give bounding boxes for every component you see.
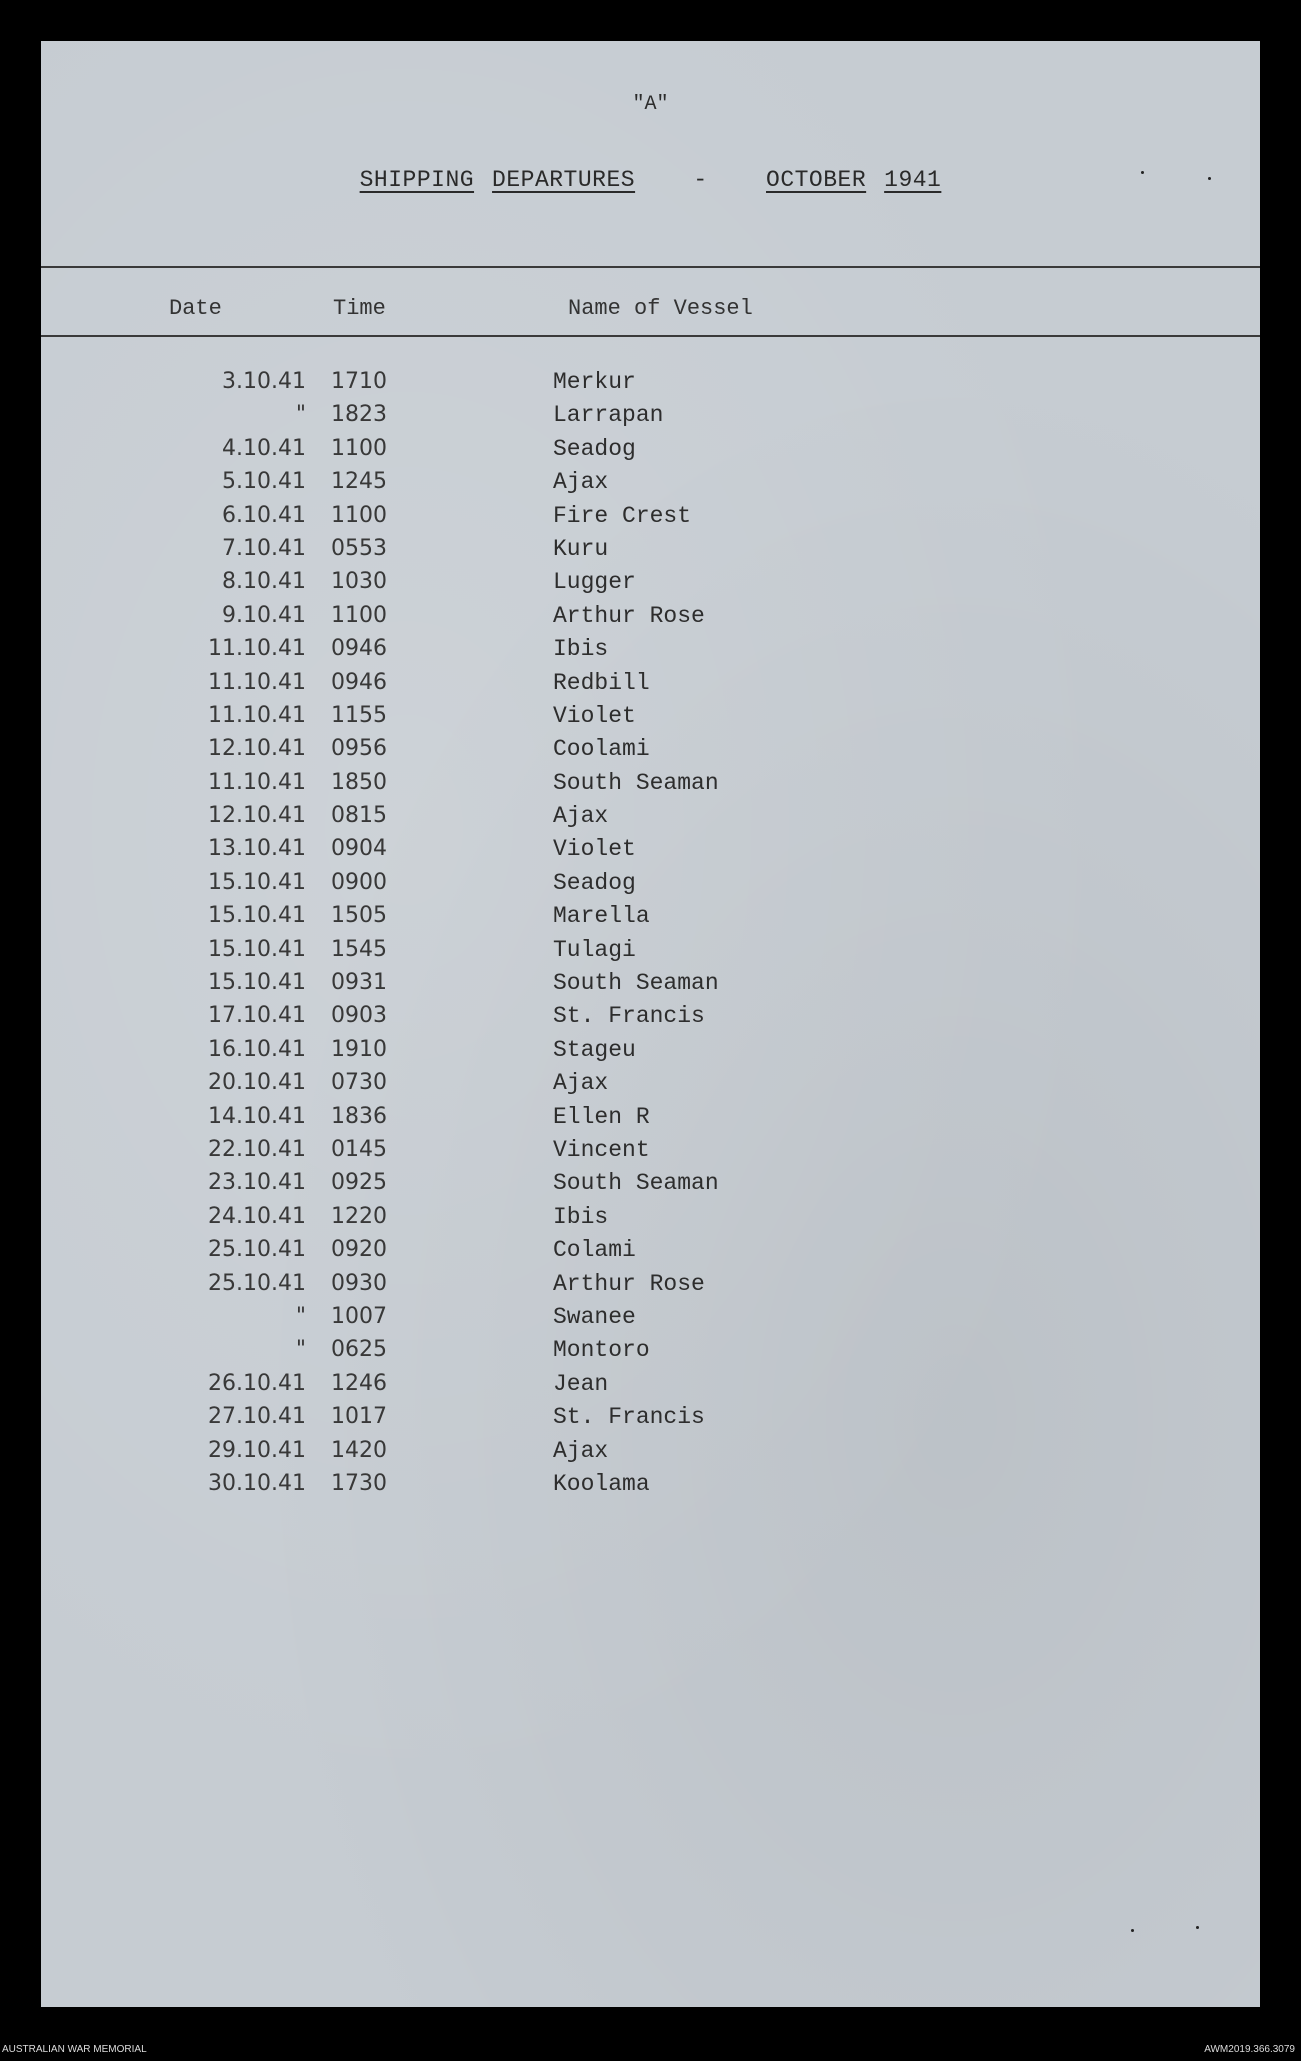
time-cell: 1007 [331,1303,387,1329]
column-header-vessel: Name of Vessel [568,296,753,321]
time-cell: 0925 [331,1170,387,1196]
vessel-cell: Seadog [553,869,636,896]
vessel-cell: St. Francis [553,1003,705,1030]
column-header-date: Date [169,296,222,321]
time-cell: 0920 [331,1237,387,1263]
date-cell: 25.10.41 [208,1270,306,1296]
vessel-cell: St. Francis [553,1404,705,1431]
appendix-mark: "A" [632,93,669,116]
vessel-cell: Marella [553,903,650,930]
date-cell: " [295,402,306,428]
table-row [41,703,1260,736]
document-page [41,41,1260,2007]
vessel-cell: Coolami [553,736,650,763]
time-cell: 0900 [331,869,387,895]
vessel-cell: Ajax [553,1070,609,1097]
table-row [41,1037,1260,1070]
title-month: OCTOBER [766,167,867,193]
time-cell: 1246 [331,1370,387,1396]
vessel-cell: South Seaman [553,1170,719,1197]
table-row [41,369,1260,402]
vessel-cell: South Seaman [553,970,719,997]
date-cell: 15.10.41 [208,970,306,996]
table-row [41,1404,1260,1437]
time-cell: 1220 [331,1203,387,1229]
vessel-cell: Koolama [553,1470,650,1497]
table-row [41,803,1260,836]
time-cell: 1710 [331,369,387,394]
vessel-cell: Stageu [553,1036,636,1063]
vessel-cell: Arthur Rose [553,602,705,629]
date-cell: 3.10.41 [222,369,306,394]
table-row [41,1204,1260,1237]
vessel-cell: Lugger [553,569,636,596]
vessel-cell: Montoro [553,1337,650,1364]
date-cell: 17.10.41 [208,1003,306,1029]
table-row [41,503,1260,536]
table-row [41,836,1260,869]
table-row [41,1471,1260,1504]
table-row [41,1438,1260,1471]
vessel-cell: Ibis [553,636,609,663]
date-cell: 4.10.41 [222,435,306,461]
speck [1131,1929,1134,1932]
time-cell: 1245 [331,469,387,495]
date-cell: 11.10.41 [208,636,306,662]
date-cell: 25.10.41 [208,1237,306,1263]
date-cell: 29.10.41 [208,1437,306,1463]
date-cell: 5.10.41 [222,469,306,495]
vessel-cell: Fire Crest [553,502,692,529]
date-cell: 26.10.41 [208,1370,306,1396]
date-cell: 8.10.41 [222,569,306,595]
time-cell: 1545 [331,936,387,962]
header-rule-bottom [41,335,1260,337]
table-row [41,770,1260,803]
date-cell: 15.10.41 [208,936,306,962]
vessel-cell: Violet [553,702,636,729]
date-cell: 12.10.41 [208,803,306,829]
time-cell: 0730 [331,1070,387,1096]
time-cell: 1100 [331,435,387,461]
time-cell: 1030 [331,569,387,595]
table-row [41,1137,1260,1170]
vessel-cell: Larrapan [553,402,664,429]
title-year: 1941 [884,167,942,193]
table-row [41,1371,1260,1404]
table-row [41,870,1260,903]
date-cell: 27.10.41 [208,1404,306,1430]
departures-list [41,369,1260,1504]
date-cell: 9.10.41 [222,602,306,628]
date-cell: 30.10.41 [208,1470,306,1496]
time-cell: 1100 [331,602,387,628]
vessel-cell: Swanee [553,1303,636,1330]
date-cell: 15.10.41 [208,903,306,929]
vessel-cell: Ellen R [553,1103,650,1130]
table-row [41,1271,1260,1304]
table-row [41,1304,1260,1337]
header-rule-top [41,266,1260,268]
table-row [41,1070,1260,1103]
date-cell: 24.10.41 [208,1203,306,1229]
table-row [41,1337,1260,1370]
table-row [41,937,1260,970]
vessel-cell: Seadog [553,435,636,462]
date-cell: 6.10.41 [222,502,306,528]
title-word-shipping: SHIPPING [359,167,475,193]
date-cell: 7.10.41 [222,535,306,561]
vessel-cell: Redbill [553,669,650,696]
speck [1141,171,1144,174]
table-row [41,670,1260,703]
table-row [41,436,1260,469]
time-cell: 0904 [331,836,387,862]
table-row [41,736,1260,769]
table-row [41,536,1260,569]
time-cell: 0815 [331,803,387,829]
date-cell: 14.10.41 [208,1103,306,1129]
time-cell: 1505 [331,903,387,929]
vessel-cell: Violet [553,836,636,863]
date-cell: 20.10.41 [208,1070,306,1096]
vessel-cell: Tulagi [553,936,636,963]
time-cell: 1730 [331,1470,387,1496]
time-cell: 0903 [331,1003,387,1029]
date-cell: " [295,1337,306,1363]
date-cell: 15.10.41 [208,869,306,895]
vessel-cell: Vincent [553,1136,650,1163]
vessel-cell: South Seaman [553,769,719,796]
time-cell: 1910 [331,1036,387,1062]
time-cell: 1100 [331,502,387,528]
footer-institution: AUSTRALIAN WAR MEMORIAL [2,2044,147,2055]
time-cell: 1420 [331,1437,387,1463]
vessel-cell: Jean [553,1370,609,1397]
date-cell: 13.10.41 [208,836,306,862]
table-row [41,469,1260,502]
date-cell: 22.10.41 [208,1136,306,1162]
date-cell: " [295,1303,306,1329]
table-row [41,1170,1260,1203]
date-cell: 23.10.41 [208,1170,306,1196]
table-row [41,569,1260,602]
speck [1208,177,1211,180]
time-cell: 1823 [331,402,387,428]
table-row [41,1237,1260,1270]
time-cell: 1836 [331,1103,387,1129]
page-title [41,167,1260,193]
table-row [41,402,1260,435]
time-cell: 0145 [331,1136,387,1162]
vessel-cell: Ajax [553,469,609,496]
time-cell: 1850 [331,769,387,795]
date-cell: 12.10.41 [208,736,306,762]
table-row [41,636,1260,669]
time-cell: 0946 [331,636,387,662]
speck [1196,1926,1199,1929]
time-cell: 0625 [331,1337,387,1363]
vessel-cell: Arthur Rose [553,1270,705,1297]
date-cell: 16.10.41 [208,1036,306,1062]
vessel-cell: Kuru [553,535,609,562]
time-cell: 0930 [331,1270,387,1296]
date-cell: 11.10.41 [208,769,306,795]
vessel-cell: Ibis [553,1203,609,1230]
footer-accession-number: AWM2019.366.3079 [1204,2044,1295,2055]
vessel-cell: Ajax [553,803,609,830]
column-header-time: Time [333,296,386,321]
vessel-cell: Ajax [553,1437,609,1464]
date-cell: 11.10.41 [208,669,306,695]
table-row [41,603,1260,636]
title-word-departures: DEPARTURES [492,167,636,193]
date-cell: 11.10.41 [208,702,306,728]
table-row [41,1003,1260,1036]
time-cell: 0946 [331,669,387,695]
time-cell: 0931 [331,970,387,996]
vessel-cell: Merkur [553,369,636,395]
time-cell: 0956 [331,736,387,762]
time-cell: 1017 [331,1404,387,1430]
table-row [41,903,1260,936]
title-dash: - [693,167,708,193]
vessel-cell: Colami [553,1237,636,1264]
table-row [41,1104,1260,1137]
time-cell: 1155 [331,702,387,728]
time-cell: 0553 [331,535,387,561]
table-row [41,970,1260,1003]
